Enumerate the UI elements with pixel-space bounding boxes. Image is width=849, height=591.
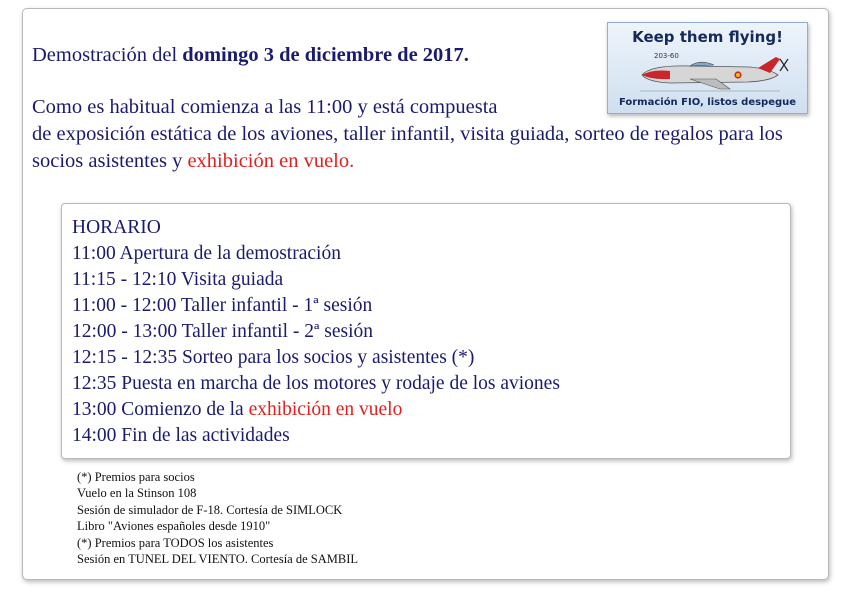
schedule-heading: HORARIO (72, 217, 161, 238)
plane-code: 203-60 (654, 52, 679, 60)
event-date: domingo 3 de diciembre de 2017. (182, 44, 469, 66)
note-item: Sesión en TUNEL DEL VIENTO. Cortesía de SAMBIL (77, 552, 358, 567)
schedule-item (72, 241, 560, 267)
airplane-illustration (630, 49, 790, 97)
intro-prefix: Demostración del (32, 44, 183, 66)
schedule-item (72, 293, 560, 319)
note-item: Vuelo en la Stinson 108 (77, 486, 197, 501)
note-item: (*) Premios para socios (77, 470, 195, 484)
schedule-item (72, 345, 560, 371)
schedule-item (72, 267, 560, 293)
schedule-item-text: 12:15 - 12:35 Sorteo para los socios y asistentes (*) (72, 347, 475, 368)
schedule-item-highlight: exhibición en vuelo (248, 399, 403, 420)
schedule-item-text: 13:00 Comienzo de la (72, 399, 249, 420)
event-intro (32, 42, 469, 69)
schedule-item-text: 11:00 - 12:00 Taller infantil - 1ª sesión (72, 295, 373, 316)
description-body (32, 121, 792, 175)
schedule-item-text: 11:15 - 12:10 Visita guiada (72, 269, 284, 290)
schedule-item (72, 371, 560, 397)
flight-exhibition-highlight: exhibición en vuelo. (187, 150, 355, 172)
keep-them-flying-banner[interactable] (607, 22, 808, 114)
schedule-box (61, 203, 791, 459)
schedule-item-text: 12:00 - 13:00 Taller infantil - 2ª sesión (72, 321, 373, 342)
schedule-item-text: 14:00 Fin de las actividades (72, 425, 290, 446)
schedule-list (72, 215, 560, 449)
schedule-item (72, 319, 560, 345)
schedule-item-text: 12:35 Puesta en marcha de los motores y rodaje de los aviones (72, 373, 560, 394)
note-item: Sesión de simulador de F-18. Cortesía de SIMLOCK (77, 502, 343, 517)
description-text: de exposición estática de los aviones, taller infantil, visita guiada, sorteo de regalos para los socios asistentes y (32, 123, 783, 172)
note-item: (*) Premios para TODOS los asistentes (77, 535, 274, 550)
banner-title: Keep them flying! (632, 28, 783, 46)
description-line-1: Como es habitual comienza a las 11:00 y está compuesta (32, 96, 498, 118)
schedule-item-text: 11:00 Apertura de la demostración (72, 243, 341, 264)
banner-subtitle: Formación FIO, listos despegue (618, 97, 797, 108)
prize-notes (77, 469, 358, 567)
note-item: Libro "Aviones españoles desde 1910" (77, 519, 271, 534)
schedule-item (72, 397, 560, 423)
schedule-item (72, 423, 560, 449)
